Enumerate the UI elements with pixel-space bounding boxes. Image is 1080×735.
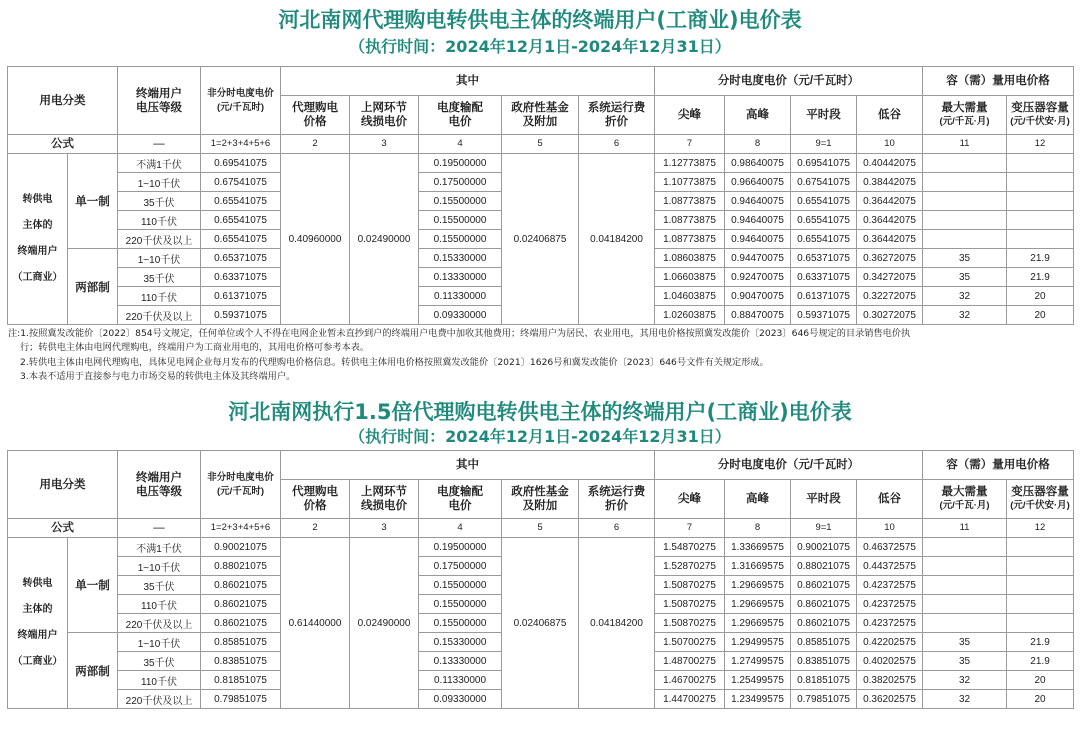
system-fee-cell: 0.04184200 [579,538,655,709]
transformer-capacity-cell [1007,595,1074,614]
formula-level: — [118,135,201,154]
formula-cell: 10 [857,519,923,538]
low-price-cell: 0.38202575 [857,671,923,690]
low-price-cell: 0.42372575 [857,614,923,633]
table-title: 河北南网代理购电转供电主体的终端用户(工商业)电价表 [278,8,802,32]
transformer-capacity-cell: 20 [1007,306,1074,325]
formula-cell: 1=2+3+4+5+6 [201,135,281,154]
two-part-rate-label: 两部制 [68,249,118,325]
transmission-price-cell: 0.15500000 [419,614,502,633]
peak-price-cell: 1.52870275 [655,557,725,576]
high-price-cell: 1.29669575 [725,576,791,595]
high-price-cell: 0.98640075 [725,154,791,173]
row-category-label: 转供电 主体的 终端用户 （工商业） [8,154,68,325]
formula-cell: 8 [725,519,791,538]
voltage-level-cell: 35千伏 [118,268,201,287]
nontou-price-cell: 0.90021075 [201,538,281,557]
transmission-price-cell: 0.15500000 [419,211,502,230]
table-title: 河北南网执行1.5倍代理购电转供电主体的终端用户(工商业)电价表 [228,400,852,424]
nontou-price-cell: 0.79851075 [201,690,281,709]
table-subtitle: （执行时间：2024年12月1日-2024年12月31日） [349,427,731,446]
peak-price-cell: 1.08603875 [655,249,725,268]
header-high: 高峰 [725,480,791,519]
formula-label: 公式 [8,519,118,538]
header-capacity-group: 容（需）量用电价格 [923,67,1074,96]
nontou-price-cell: 0.86021075 [201,595,281,614]
low-price-cell: 0.42372575 [857,595,923,614]
transmission-price-cell: 0.17500000 [419,557,502,576]
header-peak: 尖峰 [655,480,725,519]
formula-level: — [118,519,201,538]
max-demand-cell [923,538,1007,557]
voltage-level-cell: 35千伏 [118,652,201,671]
transmission-price-cell: 0.11330000 [419,671,502,690]
transmission-price-cell: 0.19500000 [419,538,502,557]
nontou-price-cell: 0.59371075 [201,306,281,325]
high-price-cell: 1.31669575 [725,557,791,576]
transmission-price-cell: 0.15500000 [419,230,502,249]
flat-price-cell: 0.65541075 [791,230,857,249]
transformer-capacity-cell: 21.9 [1007,652,1074,671]
nontou-price-cell: 0.86021075 [201,614,281,633]
low-price-cell: 0.42372575 [857,576,923,595]
formula-cell: 5 [502,135,579,154]
price-table-section-2 [0,398,1080,709]
max-demand-cell [923,595,1007,614]
max-demand-cell [923,614,1007,633]
max-demand-cell [923,192,1007,211]
formula-cell: 12 [1007,135,1074,154]
high-price-cell: 0.92470075 [725,268,791,287]
low-price-cell: 0.44372575 [857,557,923,576]
nontou-price-cell: 0.61371075 [201,287,281,306]
footnotes [8,327,1074,384]
transformer-capacity-cell [1007,614,1074,633]
header-transmission-price: 电度输配 电价 [419,480,502,519]
transmission-price-cell: 0.09330000 [419,690,502,709]
low-price-cell: 0.46372575 [857,538,923,557]
max-demand-cell: 35 [923,268,1007,287]
formula-cell: 6 [579,135,655,154]
nontou-price-cell: 0.65541075 [201,230,281,249]
header-agent-price: 代理购电 价格 [281,480,350,519]
flat-price-cell: 0.79851075 [791,690,857,709]
transmission-price-cell: 0.15330000 [419,249,502,268]
voltage-level-cell: 35千伏 [118,192,201,211]
low-price-cell: 0.42202575 [857,633,923,652]
header-low: 低谷 [857,96,923,135]
transmission-price-cell: 0.17500000 [419,173,502,192]
high-price-cell: 1.29499575 [725,633,791,652]
voltage-level-cell: 1~10千伏 [118,633,201,652]
voltage-level-cell: 不满1千伏 [118,538,201,557]
high-price-cell: 0.94640075 [725,211,791,230]
single-rate-label: 单一制 [68,538,118,633]
transmission-price-cell: 0.11330000 [419,287,502,306]
flat-price-cell: 0.86021075 [791,614,857,633]
high-price-cell: 0.96640075 [725,173,791,192]
government-fund-cell: 0.02406875 [502,538,579,709]
table-subtitle: （执行时间：2024年12月1日-2024年12月31日） [349,37,731,56]
header-agent-price: 代理购电 价格 [281,96,350,135]
flat-price-cell: 0.83851075 [791,652,857,671]
max-demand-cell [923,576,1007,595]
peak-price-cell: 1.08773875 [655,192,725,211]
nontou-price-cell: 0.86021075 [201,576,281,595]
max-demand-cell: 32 [923,287,1007,306]
transformer-capacity-cell [1007,538,1074,557]
system-fee-cell: 0.04184200 [579,154,655,325]
high-price-cell: 0.90470075 [725,287,791,306]
max-demand-cell [923,173,1007,192]
voltage-level-cell: 220千伏及以上 [118,614,201,633]
low-price-cell: 0.36442075 [857,192,923,211]
header-transmission-price: 电度输配 电价 [419,96,502,135]
header-transformer-capacity: 变压器容量 (元/千伏安·月) [1007,480,1074,519]
max-demand-cell [923,230,1007,249]
voltage-level-cell: 220千伏及以上 [118,230,201,249]
max-demand-cell [923,557,1007,576]
formula-cell: 2 [281,519,350,538]
formula-cell: 12 [1007,519,1074,538]
high-price-cell: 1.23499575 [725,690,791,709]
nontou-price-cell: 0.69541075 [201,154,281,173]
low-price-cell: 0.36442075 [857,230,923,249]
header-transformer-capacity: 变压器容量 (元/千伏安·月) [1007,96,1074,135]
nontou-price-cell: 0.65371075 [201,249,281,268]
header-voltage-level: 终端用户 电压等级 [118,451,201,519]
transformer-capacity-cell [1007,173,1074,192]
transmission-price-cell: 0.09330000 [419,306,502,325]
voltage-level-cell: 1~10千伏 [118,249,201,268]
formula-cell: 8 [725,135,791,154]
flat-price-cell: 0.61371075 [791,287,857,306]
header-flat: 平时段 [791,96,857,135]
header-among: 其中 [281,67,655,96]
voltage-level-cell: 1~10千伏 [118,557,201,576]
low-price-cell: 0.30272075 [857,306,923,325]
nontou-price-cell: 0.65541075 [201,211,281,230]
high-price-cell: 0.94470075 [725,249,791,268]
transformer-capacity-cell [1007,211,1074,230]
header-system-fee: 系统运行费 折价 [579,96,655,135]
peak-price-cell: 1.50700275 [655,633,725,652]
agent-price-cell: 0.40960000 [281,154,350,325]
flat-price-cell: 0.69541075 [791,154,857,173]
max-demand-cell: 32 [923,671,1007,690]
voltage-level-cell: 220千伏及以上 [118,306,201,325]
loss-price-cell: 0.02490000 [350,538,419,709]
transformer-capacity-cell [1007,154,1074,173]
flat-price-cell: 0.86021075 [791,576,857,595]
formula-cell: 1=2+3+4+5+6 [201,519,281,538]
flat-price-cell: 0.65541075 [791,211,857,230]
peak-price-cell: 1.54870275 [655,538,725,557]
peak-price-cell: 1.44700275 [655,690,725,709]
formula-cell: 10 [857,135,923,154]
high-price-cell: 1.25499575 [725,671,791,690]
transformer-capacity-cell [1007,230,1074,249]
price-table [7,450,1074,709]
high-price-cell: 0.94640075 [725,230,791,249]
voltage-level-cell: 1~10千伏 [118,173,201,192]
voltage-level-cell: 35千伏 [118,576,201,595]
transmission-price-cell: 0.13330000 [419,268,502,287]
peak-price-cell: 1.10773875 [655,173,725,192]
low-price-cell: 0.32272075 [857,287,923,306]
header-government-fund: 政府性基金 及附加 [502,480,579,519]
max-demand-cell: 35 [923,633,1007,652]
nontou-price-cell: 0.88021075 [201,557,281,576]
peak-price-cell: 1.12773875 [655,154,725,173]
transmission-price-cell: 0.15500000 [419,192,502,211]
high-price-cell: 0.88470075 [725,306,791,325]
high-price-cell: 1.27499575 [725,652,791,671]
voltage-level-cell: 不满1千伏 [118,154,201,173]
peak-price-cell: 1.08773875 [655,211,725,230]
high-price-cell: 1.29669575 [725,614,791,633]
flat-price-cell: 0.81851075 [791,671,857,690]
header-government-fund: 政府性基金 及附加 [502,96,579,135]
transmission-price-cell: 0.15500000 [419,595,502,614]
peak-price-cell: 1.02603875 [655,306,725,325]
formula-cell: 11 [923,519,1007,538]
flat-price-cell: 0.90021075 [791,538,857,557]
header-high: 高峰 [725,96,791,135]
flat-price-cell: 0.65541075 [791,192,857,211]
low-price-cell: 0.36442075 [857,211,923,230]
peak-price-cell: 1.50870275 [655,614,725,633]
voltage-level-cell: 110千伏 [118,595,201,614]
formula-cell: 2 [281,135,350,154]
max-demand-cell [923,154,1007,173]
flat-price-cell: 0.67541075 [791,173,857,192]
table-row [8,538,1074,557]
two-part-rate-label: 两部制 [68,633,118,709]
max-demand-cell: 32 [923,306,1007,325]
low-price-cell: 0.34272075 [857,268,923,287]
high-price-cell: 1.33669575 [725,538,791,557]
transformer-capacity-cell: 21.9 [1007,249,1074,268]
header-max-demand: 最大需量 (元/千瓦·月) [923,96,1007,135]
max-demand-cell: 32 [923,690,1007,709]
footnote-2: 2.转供电主体由电网代理购电，具体见电网企业每月发布的代理购电价格信息。转供电主体用电价格按照冀发改能价〔2021〕1626号和冀发改能价〔2023〕646号文件有关规定形成。 [20,356,769,368]
transformer-capacity-cell [1007,192,1074,211]
formula-cell: 7 [655,135,725,154]
peak-price-cell: 1.46700275 [655,671,725,690]
formula-cell: 4 [419,135,502,154]
flat-price-cell: 0.88021075 [791,557,857,576]
voltage-level-cell: 220千伏及以上 [118,690,201,709]
transformer-capacity-cell [1007,557,1074,576]
max-demand-cell: 35 [923,249,1007,268]
header-voltage-level: 终端用户 电压等级 [118,67,201,135]
header-loss-price: 上网环节 线损电价 [350,96,419,135]
header-tou-group: 分时电度电价（元/千瓦时） [655,67,923,96]
header-category: 用电分类 [8,67,118,135]
nontou-price-cell: 0.67541075 [201,173,281,192]
peak-price-cell: 1.06603875 [655,268,725,287]
footnote-1b: 行；转供电主体由电网代理购电，终端用户为工商业用电的，其用电价格可参考本表。 [20,342,370,354]
header-category: 用电分类 [8,451,118,519]
low-price-cell: 0.38442075 [857,173,923,192]
nontou-price-cell: 0.85851075 [201,633,281,652]
header-max-demand: 最大需量 (元/千瓦·月) [923,480,1007,519]
row-category-label: 转供电 主体的 终端用户 （工商业） [8,538,68,709]
nontou-price-cell: 0.63371075 [201,268,281,287]
formula-cell: 9=1 [791,519,857,538]
header-low: 低谷 [857,480,923,519]
flat-price-cell: 0.85851075 [791,633,857,652]
low-price-cell: 0.36202575 [857,690,923,709]
agent-price-cell: 0.61440000 [281,538,350,709]
formula-cell: 4 [419,519,502,538]
nontou-price-cell: 0.83851075 [201,652,281,671]
header-capacity-group: 容（需）量用电价格 [923,451,1074,480]
formula-cell: 6 [579,519,655,538]
transformer-capacity-cell: 20 [1007,671,1074,690]
header-loss-price: 上网环节 线损电价 [350,480,419,519]
low-price-cell: 0.40442075 [857,154,923,173]
nontou-price-cell: 0.65541075 [201,192,281,211]
price-table [7,66,1074,325]
transmission-price-cell: 0.13330000 [419,652,502,671]
header-peak: 尖峰 [655,96,725,135]
low-price-cell: 0.40202575 [857,652,923,671]
header-flat: 平时段 [791,480,857,519]
nontou-price-cell: 0.81851075 [201,671,281,690]
footnote-1a: 注:1.按照冀发改能价〔2022〕854号文规定，任何单位或个人不得在电网企业暂未直抄到户的终端用户电费中加收其他费用；终端用户为居民、农业用电，其用电价格按照冀发改能价〔2023〕646号规定的目录销售电价执 [8,328,911,339]
transmission-price-cell: 0.15500000 [419,576,502,595]
voltage-level-cell: 110千伏 [118,211,201,230]
high-price-cell: 0.94640075 [725,192,791,211]
high-price-cell: 1.29669575 [725,595,791,614]
header-tou-group: 分时电度电价（元/千瓦时） [655,451,923,480]
transformer-capacity-cell: 20 [1007,690,1074,709]
formula-cell: 3 [350,135,419,154]
header-system-fee: 系统运行费 折价 [579,480,655,519]
flat-price-cell: 0.59371075 [791,306,857,325]
table-row [8,154,1074,173]
voltage-level-cell: 110千伏 [118,671,201,690]
peak-price-cell: 1.50870275 [655,576,725,595]
transformer-capacity-cell: 21.9 [1007,268,1074,287]
flat-price-cell: 0.86021075 [791,595,857,614]
peak-price-cell: 1.04603875 [655,287,725,306]
transmission-price-cell: 0.19500000 [419,154,502,173]
transformer-capacity-cell [1007,576,1074,595]
flat-price-cell: 0.65371075 [791,249,857,268]
max-demand-cell: 35 [923,652,1007,671]
transformer-capacity-cell: 21.9 [1007,633,1074,652]
formula-cell: 5 [502,519,579,538]
peak-price-cell: 1.08773875 [655,230,725,249]
footnote-3: 3.本表不适用于直接参与电力市场交易的转供电主体及其终端用户。 [20,370,296,382]
low-price-cell: 0.36272075 [857,249,923,268]
loss-price-cell: 0.02490000 [350,154,419,325]
header-nontou-price: 非分时电度电价 (元/千瓦时) [201,451,281,519]
header-nontou-price: 非分时电度电价 (元/千瓦时) [201,67,281,135]
single-rate-label: 单一制 [68,154,118,249]
formula-label: 公式 [8,135,118,154]
header-among: 其中 [281,451,655,480]
formula-cell: 9=1 [791,135,857,154]
peak-price-cell: 1.50870275 [655,595,725,614]
government-fund-cell: 0.02406875 [502,154,579,325]
transmission-price-cell: 0.15330000 [419,633,502,652]
flat-price-cell: 0.63371075 [791,268,857,287]
max-demand-cell [923,211,1007,230]
peak-price-cell: 1.48700275 [655,652,725,671]
formula-cell: 11 [923,135,1007,154]
formula-cell: 3 [350,519,419,538]
transformer-capacity-cell: 20 [1007,287,1074,306]
voltage-level-cell: 110千伏 [118,287,201,306]
formula-cell: 7 [655,519,725,538]
